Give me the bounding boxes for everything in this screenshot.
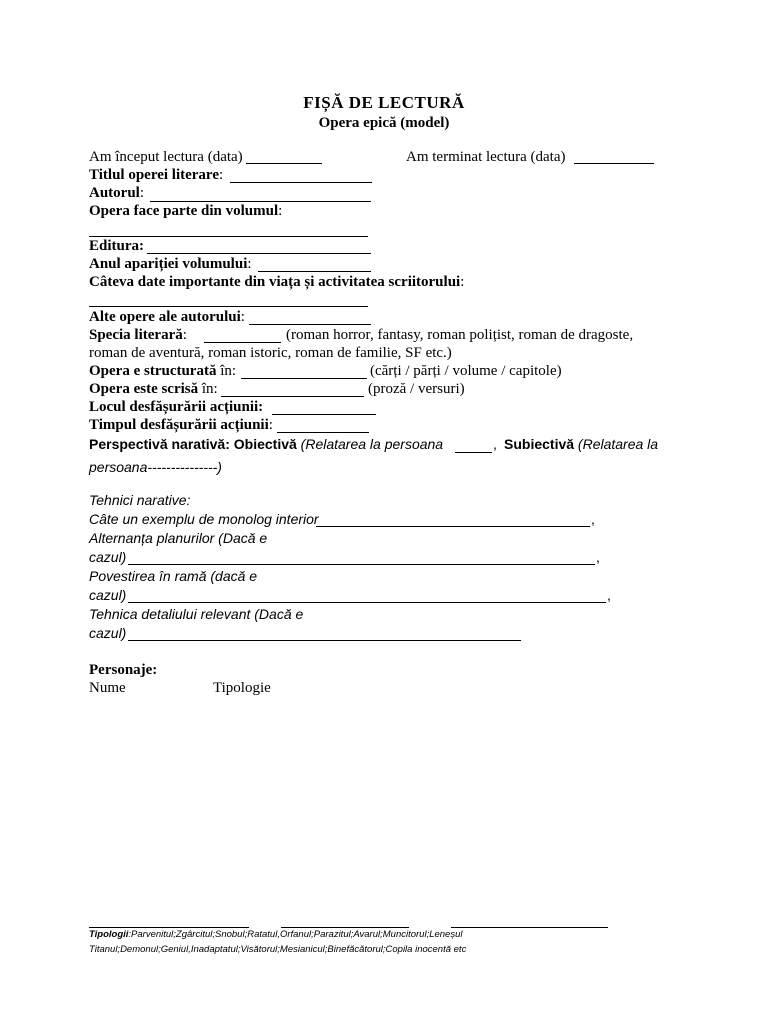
start-date-label: Am început lectura (data): [89, 149, 243, 165]
footer-rule-2: [281, 927, 409, 928]
time-label: Timpul desfășurării acțiunii: [89, 417, 269, 433]
title-blank[interactable]: [230, 182, 372, 183]
year-label: Anul apariției volumului: [89, 256, 248, 272]
place-blank[interactable]: [272, 414, 376, 415]
detail-label: Tehnica detaliului relevant (Dacă e: [89, 606, 304, 622]
alternation-label: Alternanța planurilor (Dacă e: [89, 530, 268, 546]
characters-col-name: Nume: [89, 680, 126, 696]
monolog-label: Câte un exemplu de monolog interior: [89, 511, 319, 527]
structure-hint: (cărți / părți / volume / capitole): [370, 363, 562, 379]
objective-label: Obiectivă: [233, 436, 297, 452]
written-hint: (proză / versuri): [368, 381, 465, 397]
alternation-label-2: cazul): [89, 549, 127, 565]
publisher-label: Editura:: [89, 238, 145, 254]
monolog-blank[interactable]: [316, 526, 590, 527]
detail-label-2: cazul): [89, 625, 127, 641]
alternation-blank[interactable]: [128, 564, 595, 565]
title-label: Titlul operei literare: [89, 167, 219, 183]
footer-text-1: :Parvenitul;Zgârcitul;Snobul;Ratatul,Orfanul;Parazitul;Avarul;Muncitorul;Leneșul: [128, 929, 463, 940]
structure-blank[interactable]: [241, 378, 367, 379]
end-date-blank[interactable]: [574, 163, 654, 164]
footer-text-2: Titanul;Demonul;Geniul,Inadaptatul;Visătorul;Mesianicul;Binefăcătorul;Copila inocentă etc: [89, 944, 467, 955]
footer-rule-3: [451, 927, 608, 928]
place-label: Locul desfășurării acțiunii:: [89, 399, 264, 415]
page-subtitle: Opera epică (model): [318, 115, 450, 131]
bio-label: Câteva date importante din viața și activitatea scriitorului: [89, 274, 461, 290]
characters-heading: Personaje:: [89, 662, 158, 678]
footer-rule-1: [89, 927, 249, 928]
year-blank[interactable]: [258, 271, 371, 272]
detail-blank[interactable]: [128, 640, 521, 641]
publisher-blank[interactable]: [147, 253, 371, 254]
subjective-hint: (Relatarea la: [577, 436, 659, 452]
objective-person-blank[interactable]: [455, 452, 492, 453]
species-blank[interactable]: [204, 342, 281, 343]
other-works-label: Alte opere ale autorului: [89, 309, 241, 325]
other-works-blank[interactable]: [249, 324, 371, 325]
written-label: Opera este scrisă: [89, 381, 199, 397]
structure-label: Opera e structurată: [89, 363, 217, 379]
page-title: FIȘĂ DE LECTURĂ: [303, 93, 465, 112]
techniques-heading: Tehnici narative:: [89, 492, 191, 508]
objective-hint: (Relatarea la persoana: [300, 436, 444, 452]
end-date-label: Am terminat lectura (data): [406, 149, 566, 165]
volume-blank[interactable]: [89, 236, 368, 237]
subjective-label: Subiectivă: [504, 436, 575, 452]
frame-label-2: cazul): [89, 587, 127, 603]
perspective-line2: persoana---------------): [89, 459, 222, 475]
frame-label: Povestirea în ramă (dacă e: [89, 568, 258, 584]
perspective-label: Perspectivă narativă:: [89, 436, 230, 452]
bio-blank[interactable]: [89, 306, 368, 307]
volume-label: Opera face parte din volumul: [89, 203, 279, 219]
time-blank[interactable]: [277, 432, 369, 433]
species-hint-2: roman de aventură, roman istoric, roman de familie, SF etc.): [89, 345, 452, 361]
species-hint-1: (roman horror, fantasy, roman polițist, roman de dragoste,: [286, 327, 634, 343]
characters-col-type: Tipologie: [213, 680, 271, 696]
author-blank[interactable]: [150, 201, 371, 202]
start-date-blank[interactable]: [246, 163, 322, 164]
author-label: Autorul: [89, 185, 140, 201]
written-blank[interactable]: [221, 396, 364, 397]
frame-blank[interactable]: [128, 602, 606, 603]
species-label: Specia literară: [89, 327, 183, 343]
footer-label: Tipologii: [89, 929, 129, 940]
